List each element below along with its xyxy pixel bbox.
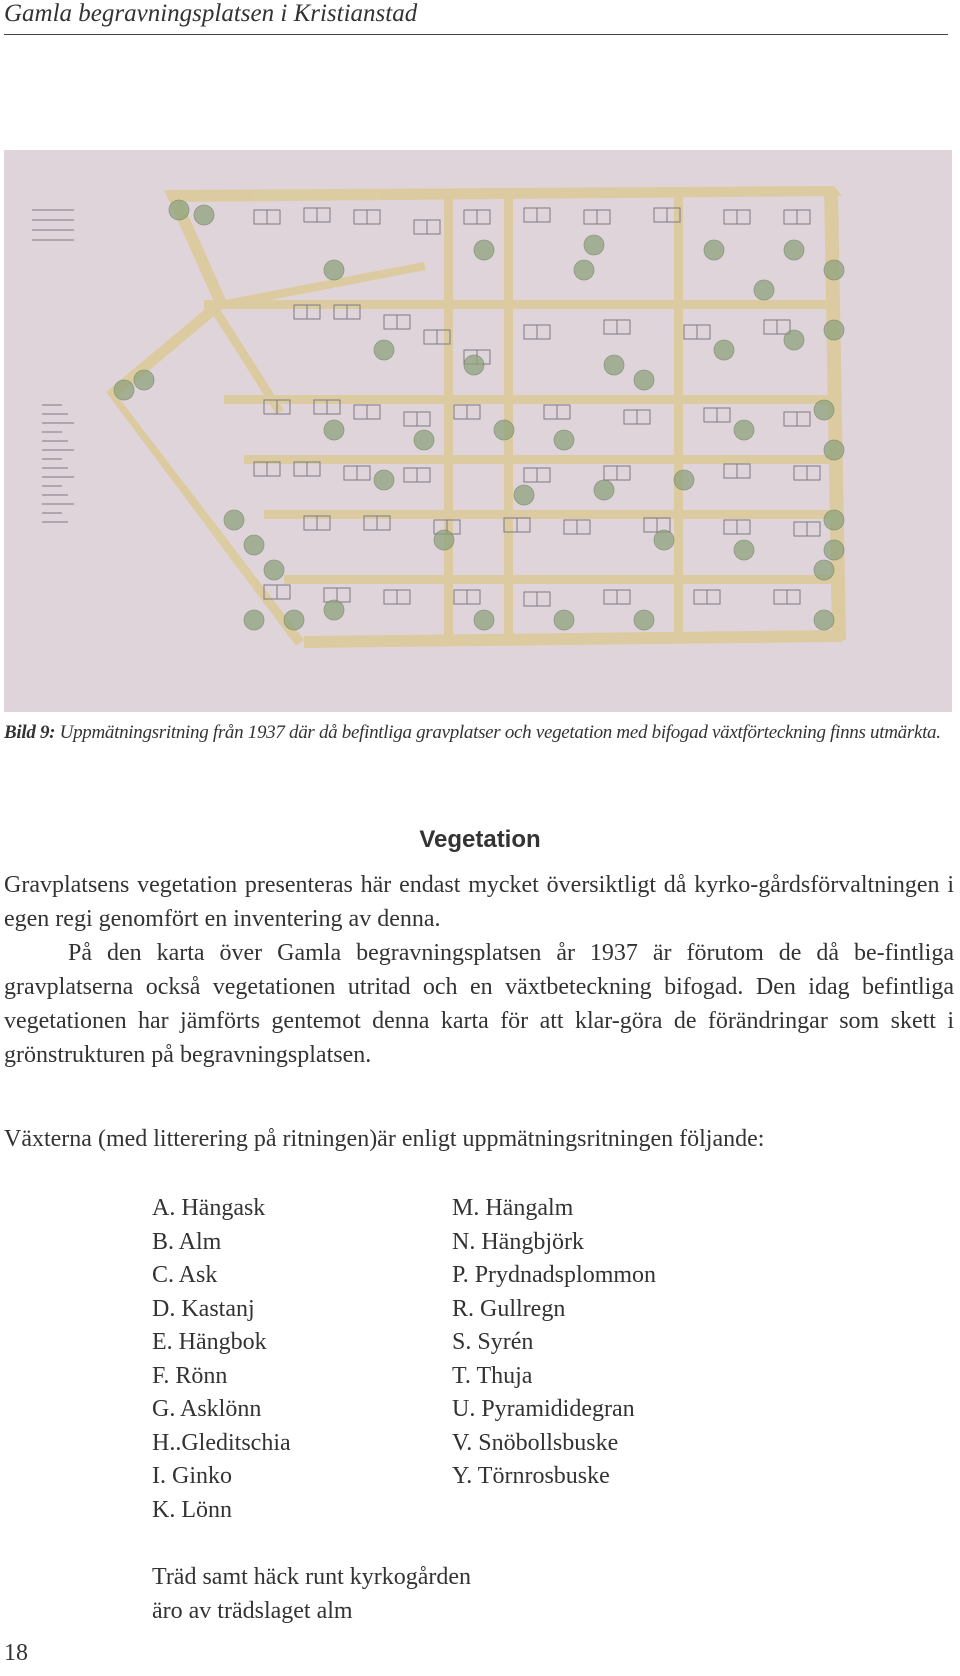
tree-marker xyxy=(824,320,844,340)
section-heading: Vegetation xyxy=(419,826,541,853)
tree-marker xyxy=(414,430,434,450)
tree-marker xyxy=(824,510,844,530)
tree-marker xyxy=(324,600,344,620)
tree-marker xyxy=(494,420,514,440)
tree-marker xyxy=(374,470,394,490)
plant-item: B. Alm xyxy=(152,1228,222,1255)
plant-item: G. Asklönn xyxy=(152,1396,262,1422)
plan-path xyxy=(264,510,834,519)
plant-item: U. Pyramididegran xyxy=(452,1396,635,1422)
plant-item: N. Hängbjörk xyxy=(452,1228,584,1255)
plan-path xyxy=(674,195,683,635)
tree-marker xyxy=(464,355,484,375)
tree-marker xyxy=(634,370,654,390)
tree-marker xyxy=(584,235,604,255)
plant-item: V. Snöbollsbuske xyxy=(452,1429,619,1456)
tree-marker xyxy=(244,535,264,555)
tree-marker xyxy=(284,610,304,630)
tree-marker xyxy=(474,240,494,260)
plant-item: S. Syrén xyxy=(452,1329,534,1355)
tree-marker xyxy=(784,330,804,350)
tree-marker xyxy=(374,340,394,360)
tree-marker xyxy=(604,355,624,375)
plant-item: R. Gullregn xyxy=(452,1295,566,1322)
tree-note xyxy=(152,1560,471,1628)
plant-item: K. Lönn xyxy=(152,1496,232,1523)
plant-list-left xyxy=(152,1192,291,1527)
plant-item: E. Hängbok xyxy=(152,1329,267,1355)
tree-marker xyxy=(824,260,844,280)
tree-marker xyxy=(324,420,344,440)
caption-text: Uppmätningsritning från 1937 där då befintliga gravplatser och vegetation med bifogad växtförteckning finns utmärkta. xyxy=(55,722,941,743)
page-header xyxy=(4,0,948,35)
plant-list-right xyxy=(452,1192,656,1494)
plant-item: M. Hängalm xyxy=(452,1195,574,1221)
plant-item: H..Gleditschia xyxy=(152,1429,291,1456)
tree-marker xyxy=(434,530,454,550)
tree-marker xyxy=(814,400,834,420)
tree-marker xyxy=(654,530,674,550)
plant-item: T. Thuja xyxy=(452,1362,533,1389)
tree-marker xyxy=(784,240,804,260)
plan-path xyxy=(244,455,834,464)
tree-marker xyxy=(824,440,844,460)
plant-item: I. Ginko xyxy=(152,1463,232,1489)
caption-label: Bild 9: xyxy=(4,722,56,743)
tree-marker xyxy=(169,200,189,220)
figure-caption xyxy=(4,720,944,745)
note-line-1: Träd samt häck runt kyrkogården xyxy=(152,1564,472,1590)
tree-marker xyxy=(814,610,834,630)
plant-item: F. Rönn xyxy=(152,1362,228,1389)
tree-marker xyxy=(114,380,134,400)
paragraph-3: Växterna (med litterering på ritningen)är enligt uppmätningsritningen följande: xyxy=(4,1126,765,1152)
plan-path xyxy=(444,195,453,635)
tree-marker xyxy=(514,485,534,505)
tree-marker xyxy=(734,540,754,560)
plant-item: C. Ask xyxy=(152,1262,218,1288)
tree-marker xyxy=(734,420,754,440)
header-title: Gamla begravningsplatsen i Kristianstad xyxy=(4,0,418,27)
tree-marker xyxy=(814,560,834,580)
site-plan-drawing xyxy=(4,150,952,712)
site-plan-figure xyxy=(4,150,952,712)
page-number: 18 xyxy=(4,1640,28,1666)
tree-marker xyxy=(704,240,724,260)
tree-marker xyxy=(264,560,284,580)
note-line-2: äro av trädslaget alm xyxy=(152,1598,353,1624)
tree-marker xyxy=(634,610,654,630)
plant-item: A. Hängask xyxy=(152,1195,266,1221)
tree-marker xyxy=(714,340,734,360)
plan-path xyxy=(504,195,513,635)
plant-item: D. Kastanj xyxy=(152,1295,255,1322)
tree-marker xyxy=(134,370,154,390)
tree-marker xyxy=(244,610,264,630)
tree-marker xyxy=(824,540,844,560)
tree-marker xyxy=(554,610,574,630)
tree-marker xyxy=(554,430,574,450)
tree-marker xyxy=(324,260,344,280)
plant-item: P. Prydnadsplommon xyxy=(452,1262,657,1288)
tree-marker xyxy=(574,260,594,280)
paragraph-1: Gravplatsens vegetation presenteras här endast mycket översiktligt då kyrko-gårdsförvaltningen i egen regi genomfört en inventering av denna. xyxy=(4,872,954,932)
plant-item: Y. Törnrosbuske xyxy=(452,1463,610,1489)
tree-marker xyxy=(194,205,214,225)
tree-marker xyxy=(474,610,494,630)
plan-path xyxy=(284,575,834,584)
tree-marker xyxy=(674,470,694,490)
paragraph-2: På den karta över Gamla begravningsplatsen år 1937 är förutom de då be-fintliga gravplatserna också vegetationen utritad och en växtbeteckning bifogad. Den idag befintliga vegetationen har jämförts gentemot denna karta för att klar-göra de förändringar som skett i grönstrukturen på begravningsplatsen. xyxy=(4,940,954,1068)
tree-marker xyxy=(754,280,774,300)
tree-marker xyxy=(224,510,244,530)
tree-marker xyxy=(594,480,614,500)
